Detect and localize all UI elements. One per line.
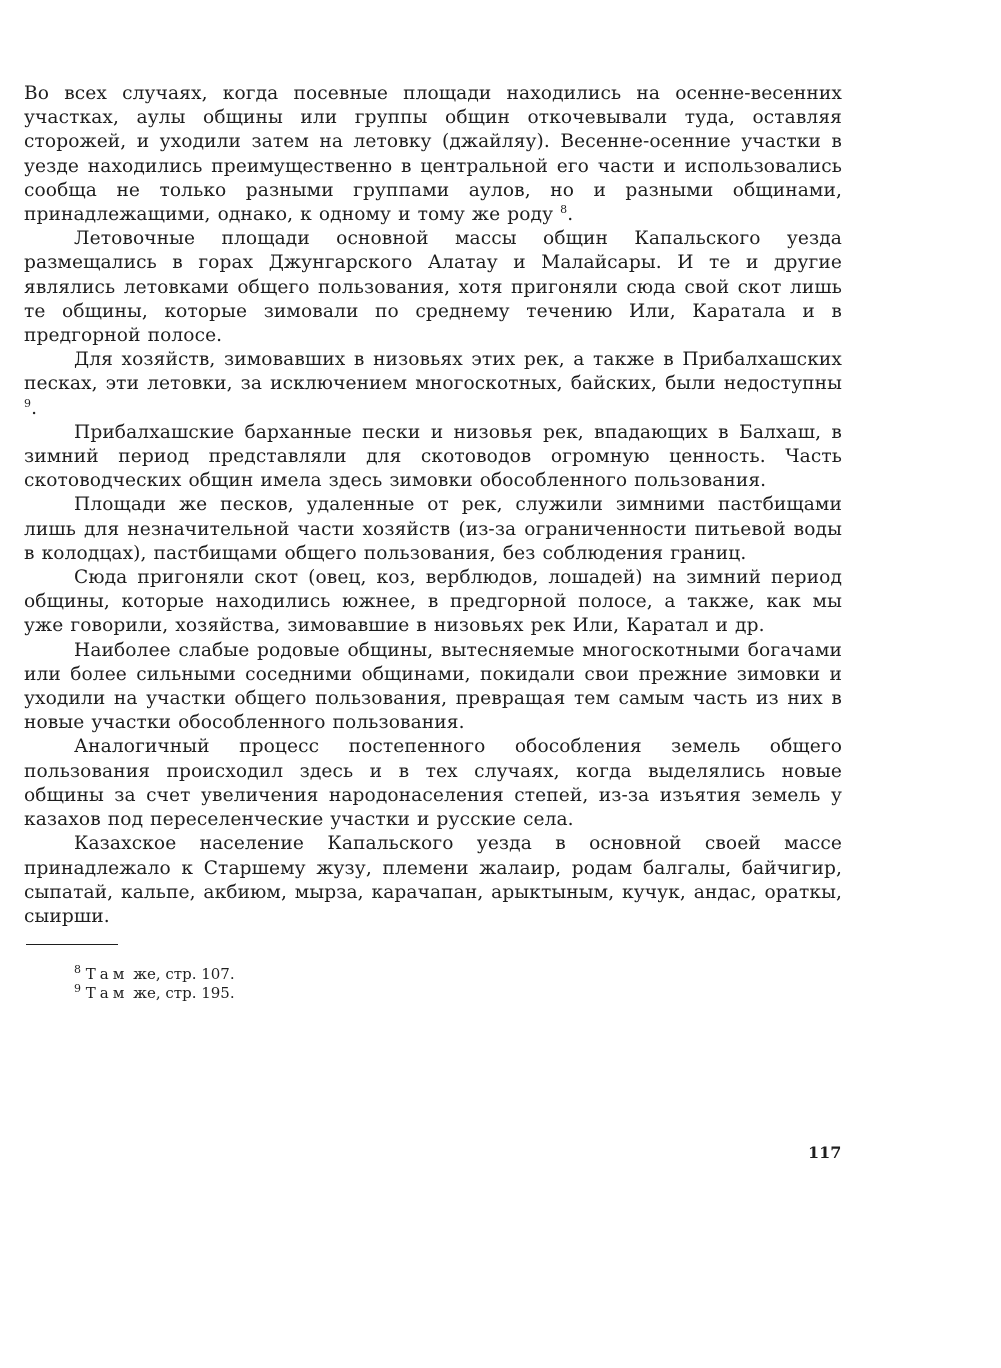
paragraph: Наиболее слабые родовые общины, вытесняемые многоскотными богачами или более сильными соседними общинами, покидали свои прежние зимовки и уходили на участки общего пользования, превращая тем самым часть из них в новые участки обособленного пользования. [24, 639, 842, 734]
footnote-divider [26, 944, 118, 945]
paragraph: Аналогичный процесс постепенного обособления земель общего пользования происходил здесь и в тех случаях, когда выделялись новые общины за счет увеличения народонаселения степей, из-за изъятия земель у казахов под переселенческие участки и русские села. [24, 736, 842, 831]
page-body [24, 82, 842, 1003]
footnote-ref: 8 [560, 202, 568, 216]
paragraph: Прибалхашские барханные пески и низовья рек, впадающих в Балхаш, в зимний период представляли для скотоводов огромную ценность. Часть скотоводческих общин имела здесь зимовки обособленного пользования. [24, 421, 842, 492]
footnotes [24, 965, 842, 1003]
footnote: $^8$ Там же, стр. 107. [74, 963, 235, 984]
paragraph: Сюда пригоняли скот (овец, коз, верблюдов, лошадей) на зимний период общины, которые находились южнее, в предгорной полосе, а также, как мы уже говорили, хозяйства, зимовавшие в низовьях рек Или, Каратал и др. [24, 567, 842, 637]
paragraph: Площади же песков, удаленные от рек, служили зимними пастбищами лишь для незначительной части хозяйств (из-за ограниченности питьевой воды в колодцах), пастбищами общего пользования, без соблюдения границ. [24, 494, 842, 564]
footnote-ref: 9 [24, 396, 32, 410]
footnote: $^9$ Там же, стр. 195. [74, 982, 235, 1003]
paragraph: Для хозяйств, зимовавших в низовьях этих рек, а также в Прибалхашских песках, эти летовки, за исключением многоскотных, байских, были недоступны $^9$. [24, 349, 842, 419]
paragraph: Летовочные площади основной массы общин Капальского уезда размещались в горах Джунгарского Алатау и Малайсары. И те и другие являлись летовками общего пользования, хотя пригоняли сюда свой скот лишь те общины, которые зимовали по среднему течению Или, Каратала и в предгорной полосе. [24, 228, 842, 347]
page-number: 117 [808, 1143, 842, 1162]
paragraph: Во всех случаях, когда посевные площади находились на осенне-весенних участках, аулы общины или группы общин откочевывали туда, оставляя сторожей, и уходили затем на летовку (джайляу). Весенне-осенние участки в уезде находились преимущественно в центральной его части и использовались сообща не только разными группами аулов, но и разными общинами, принадлежащими, однако, к одному и тому же роду $^8$. [24, 83, 842, 226]
paragraph: Казахское население Капальского уезда в основной своей массе принадлежало к Старшему жузу, племени жалаир, родам балгалы, байчигир, сыпатай, кальпе, акбиюм, мырза, карачапан, арыктыным, кучук, андас, ораткы, сыирши. [24, 833, 842, 927]
main-text [24, 82, 842, 929]
